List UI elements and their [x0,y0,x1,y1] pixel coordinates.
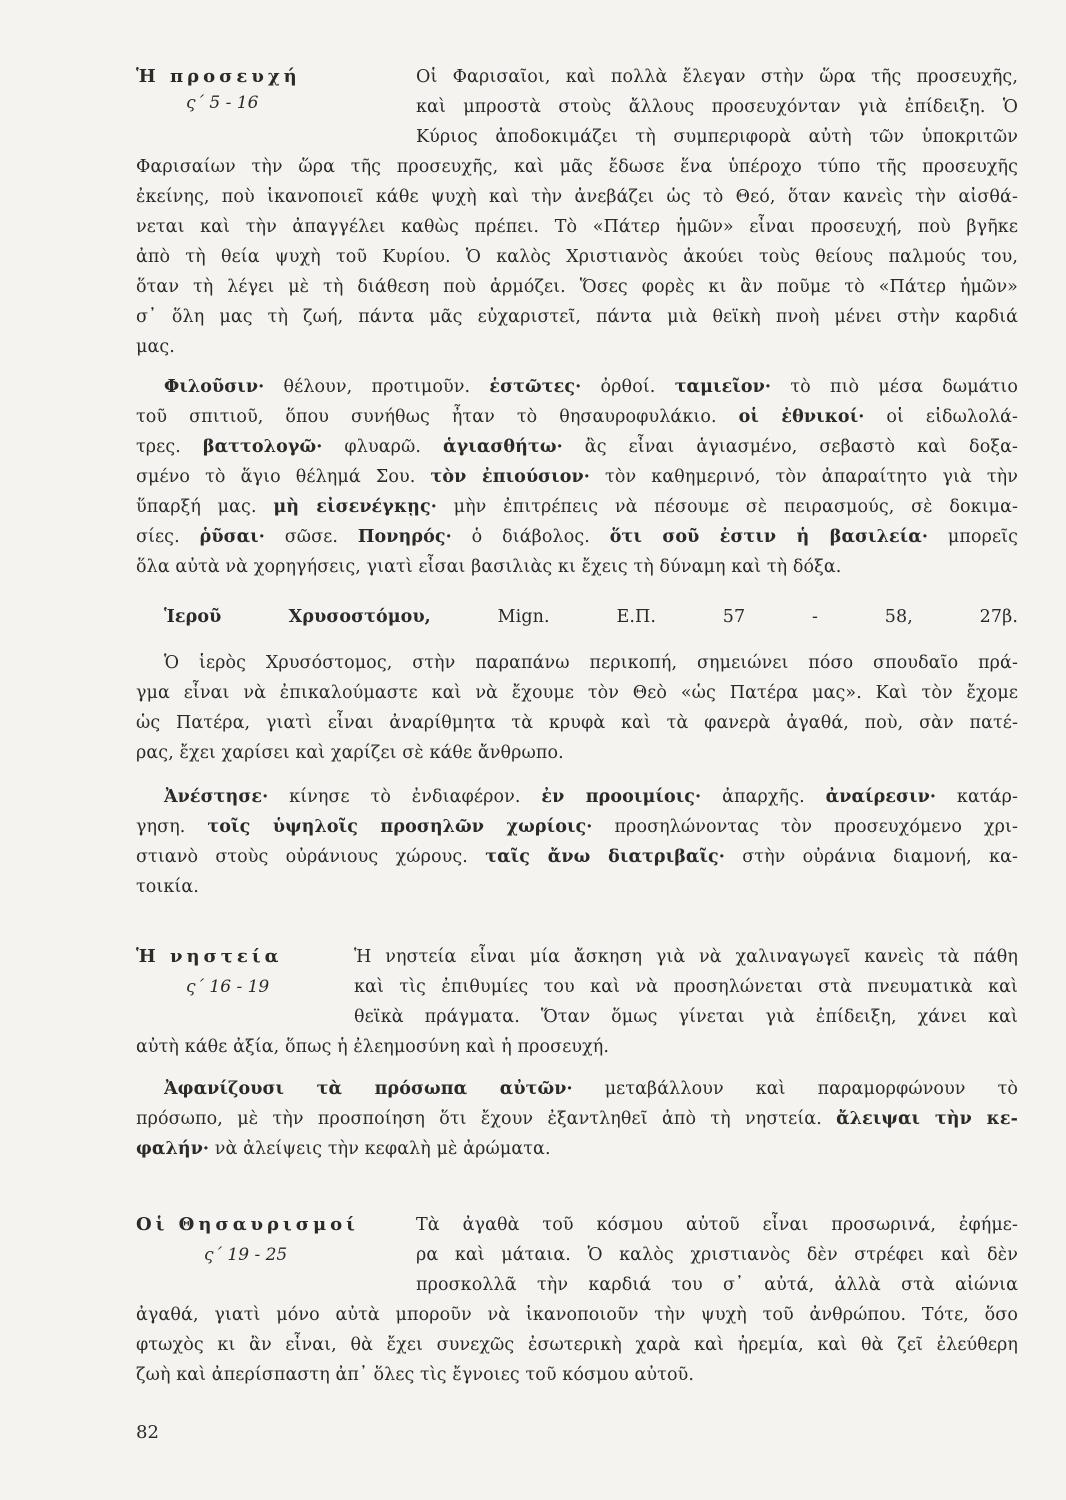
text-line: ρας, ἔχει χαρίσει καὶ χαρίζει σὲ κάθε ἄνθρωπο. [136,743,564,763]
text-line: θεϊκὰ πράγματα. Ὅταν ὅμως γίνεται γιὰ ἐπίδειξη, χάνει καὶ [354,1007,1018,1027]
text-line: Ἡ νηστεία εἶναι μία ἄσκηση γιὰ νὰ χαλιναγωγεῖ κανεὶς τὰ πάθη [354,947,1018,967]
glossary-definition: σίες. [136,527,200,547]
glossary-definition: οἱ εἰδωλολά- [864,407,1018,427]
glossary-definition: ἂς εἶναι ἁγιασμένο, σεβαστὸ καὶ δοξα- [562,437,1018,457]
glossary-definition: μεταβάλλουν καὶ παραμορφώνουν τὸ [572,1079,1018,1099]
glossary-term: ἑστῶτες· [489,377,582,397]
text-line: ὅταν τὴ λέγει μὲ τὴ διάθεση ποὺ ἁρμόζει. Ὅσες φορὲς κι ἂν ποῦμε τὸ «Πάτερ ἡμῶν» [136,277,1018,297]
text-line: γμα εἶναι νὰ ἐπικαλούμαστε καὶ νὰ ἔχουμε τὸν Θεὸ «ὡς Πατέρα μας». Καὶ τὸν ἔχομε [136,683,1018,703]
glossary-definition: πρόσωπο, μὲ τὴν προσποίηση ὅτι ἔχουν ἐξαντληθεῖ ἀπὸ τὴ νηστεία. [136,1109,837,1129]
glossary-line [136,494,1018,520]
text-line: προσκολλᾶ τὴν καρδιά του σ᾽ αὐτά, ἀλλὰ στὰ αἰώνια [416,1275,1018,1295]
glossary-definition: ὀρθοί. [581,377,675,397]
glossary-term: μὴ εἰσενέγκῃς· [273,497,437,517]
glossary-line [136,524,1018,550]
glossary-line [136,1136,551,1162]
glossary-term: Φιλοῦσιν· [164,377,265,397]
glossary-definition: ὕπαρξή μας. [136,497,274,517]
text-line: ὡς Πατέρα, γιατὶ εἶναι ἀναρίθμητα τὰ κρυφὰ καὶ τὰ φανερὰ ἀγαθά, ποὺ, σὰν πατέ- [136,713,1018,733]
text-line: μας. [136,337,175,357]
text-line: ἀπὸ τὴ θεία ψυχὴ τοῦ Κυρίου. Ὁ καλὸς Χριστιανὸς ἀκούει τοὺς θείους παλμούς του, [136,247,1018,267]
glossary-term: ταμιεῖον· [674,377,772,397]
glossary-term: οἱ ἐθνικοί· [738,407,865,427]
text-line: ζωὴ καὶ ἀπερίσπαστη ἀπ᾽ ὅλες τὶς ἔγνοιες τοῦ κόσμου αὐτοῦ. [136,1365,694,1385]
glossary-definition: σῶσε. [264,527,358,547]
page-number: 82 [136,1422,159,1443]
glossary-definition: φλυαρῶ. [322,437,444,457]
text-line: ἐκείνης, ποὺ ἱκανοποιεῖ κάθε ψυχὴ καὶ τὴν ἀνεβάζει ὡς τὸ Θεό, ὅταν κανεὶς τὴν αἰσθά- [136,187,1018,207]
glossary-term: Πονηρός· [357,527,452,547]
glossary-line [136,404,1018,430]
glossary-definition: ὁ διάβολος. [451,527,610,547]
glossary-term: ἀναίρεσιν· [825,787,937,807]
glossary-line [164,784,1018,810]
glossary-term: τοῖς ὑψηλοῖς προσηλῶν χωρίοις· [207,817,593,837]
glossary-term: φαλήν· [136,1139,210,1159]
glossary-definition: σμένο τὸ ἅγιο θέλημά Σου. [136,467,431,487]
glossary-term: ῥῦσαι· [199,527,265,547]
glossary-definition: κίνησε τὸ ἐνδιαφέρον. [268,787,542,807]
text-line: φτωχὸς κι ἂν εἶναι, θὰ ἔχει συνεχῶς ἐσωτερικὴ χαρὰ καὶ ἠρεμία, καὶ θὰ ζεῖ ἐλεύθερη [136,1335,1018,1355]
text-line: νεται καὶ τὴν ἀπαγγέλει καθὼς πρέπει. Τὸ «Πάτερ ἡμῶν» εἶναι προσευχή, ποὺ βγῆκε [136,217,1018,237]
glossary-term: ἄλειψαι τὴν κε- [836,1109,1018,1129]
glossary-definition: τοικία. [136,877,199,897]
glossary-line [136,874,199,900]
section-heading: Ἡ νηστεία [136,946,283,967]
source-title: Ἱεροῦ Χρυσοστόμου, [164,607,431,627]
glossary-definition: μπορεῖς [928,527,1018,547]
source-citation-line [164,604,1018,630]
text-line: ἀγαθά, γιατὶ μόνο αὐτὰ μποροῦν νὰ ἱκανοποιοῦν τὴν ψυχὴ τοῦ ἀνθρώπου. Τότε, ὅσο [136,1305,1018,1325]
glossary-term: τὸν ἐπιούσιον· [430,467,590,487]
scripture-reference: ς΄ 5 - 16 [186,93,259,113]
glossary-term: ἐν προοιμίοις· [541,787,702,807]
glossary-term: Ἀφανίζουσι τὰ πρόσωπα αὐτῶν· [164,1079,573,1099]
source-citation: Mign. Ε.Π. 57 - 58, 27β. [430,607,1018,627]
text-line: Φαρισαίων τὴν ὥρα τῆς προσευχῆς, καὶ μᾶς ἔδωσε ἕνα ὑπέροχο τύπο τῆς προσευχῆς [136,157,1018,177]
glossary-term: Ἀνέστησε· [164,787,269,807]
glossary-term: βαττολογῶ· [202,437,323,457]
glossary-definition: ὅλα αὐτὰ νὰ χορηγήσεις, γιατὶ εἶσαι βασιλιὰς κι ἔχεις τὴ δύναμη καὶ τὴ δόξα. [136,557,842,577]
text-line: καὶ τὶς ἐπιθυμίες του καὶ νὰ προσηλώνεται στὰ πνευματικὰ καὶ [354,977,1018,997]
glossary-definition: στὴν οὐράνια διαμονή, κα- [725,847,1018,867]
glossary-term: ταῖς ἄνω διατριβαῖς· [485,847,725,867]
glossary-definition: γηση. [136,817,208,837]
glossary-line [136,844,1018,870]
section-heading: Ἡ προσευχή [136,66,301,87]
glossary-term: ἁγιασθήτω· [443,437,563,457]
glossary-definition: τοῦ σπιτιοῦ, ὅπου συνήθως ἦταν τὸ θησαυροφυλάκιο. [136,407,739,427]
text-line: ρα καὶ μάταια. Ὁ καλὸς χριστιανὸς δὲν στρέφει καὶ δὲν [416,1245,1018,1265]
text-line: Ὁ ἱερὸς Χρυσόστομος, στὴν παραπάνω περικοπή, σημειώνει πόσο σπουδαῖο πρά- [164,653,1018,673]
glossary-definition: τὸ πιὸ μέσα δωμάτιο [771,377,1018,397]
scripture-reference: ς΄ 16 - 19 [186,977,270,997]
scripture-reference: ς΄ 19 - 25 [204,1245,288,1265]
glossary-definition: νὰ ἀλείψεις τὴν κεφαλὴ μὲ ἀρώματα. [209,1139,551,1159]
text-line: Τὰ ἀγαθὰ τοῦ κόσμου αὐτοῦ εἶναι προσωρινά, ἐφήμε- [416,1215,1018,1235]
glossary-line [136,554,841,580]
glossary-line [136,1106,1018,1132]
glossary-line [136,434,1018,460]
text-line: αὐτὴ κάθε ἀξία, ὅπως ἡ ἐλεημοσύνη καὶ ἡ προσευχή. [136,1037,610,1057]
glossary-line [136,464,1018,490]
text-line: καὶ μπροστὰ στοὺς ἄλλους προσευχόνταν γιὰ ἐπίδειξη. Ὁ [416,97,1018,117]
text-line: Οἱ Φαρισαῖοι, καὶ πολλὰ ἔλεγαν στὴν ὥρα τῆς προσευχῆς, [416,67,1018,87]
glossary-definition: μὴν ἐπιτρέπεις νὰ πέσουμε σὲ πειρασμούς, σὲ δοκιμα- [436,497,1019,517]
glossary-line [164,1076,1018,1102]
glossary-line [136,814,1018,840]
glossary-definition: τὸν καθημερινό, τὸν ἀπαραίτητο γιὰ τὴν [589,467,1019,487]
glossary-line [164,374,1018,400]
glossary-definition: θέλουν, προτιμοῦν. [264,377,490,397]
text-line: σ᾽ ὅλη μας τὴ ζωή, πάντα μᾶς εὐχαριστεῖ, πάντα μιὰ θεϊκὴ πνοὴ μένει στὴν καρδιά [136,307,1018,327]
glossary-term: ὅτι σοῦ ἐστιν ἡ βασιλεία· [609,527,929,547]
glossary-definition: τρες. [136,437,203,457]
glossary-definition: στιανὸ στοὺς οὐράνιους χώρους. [136,847,486,867]
text-line: Κύριος ἀποδοκιμάζει τὴ συμπεριφορὰ αὐτὴ τῶν ὑποκριτῶν [416,127,1018,147]
glossary-definition: ἀπαρχῆς. [701,787,826,807]
glossary-definition: κατάρ- [936,787,1018,807]
section-heading: Οἱ Θησαυρισμοί [136,1214,359,1235]
glossary-definition: προσηλώνοντας τὸν προσευχόμενο χρι- [592,817,1018,837]
